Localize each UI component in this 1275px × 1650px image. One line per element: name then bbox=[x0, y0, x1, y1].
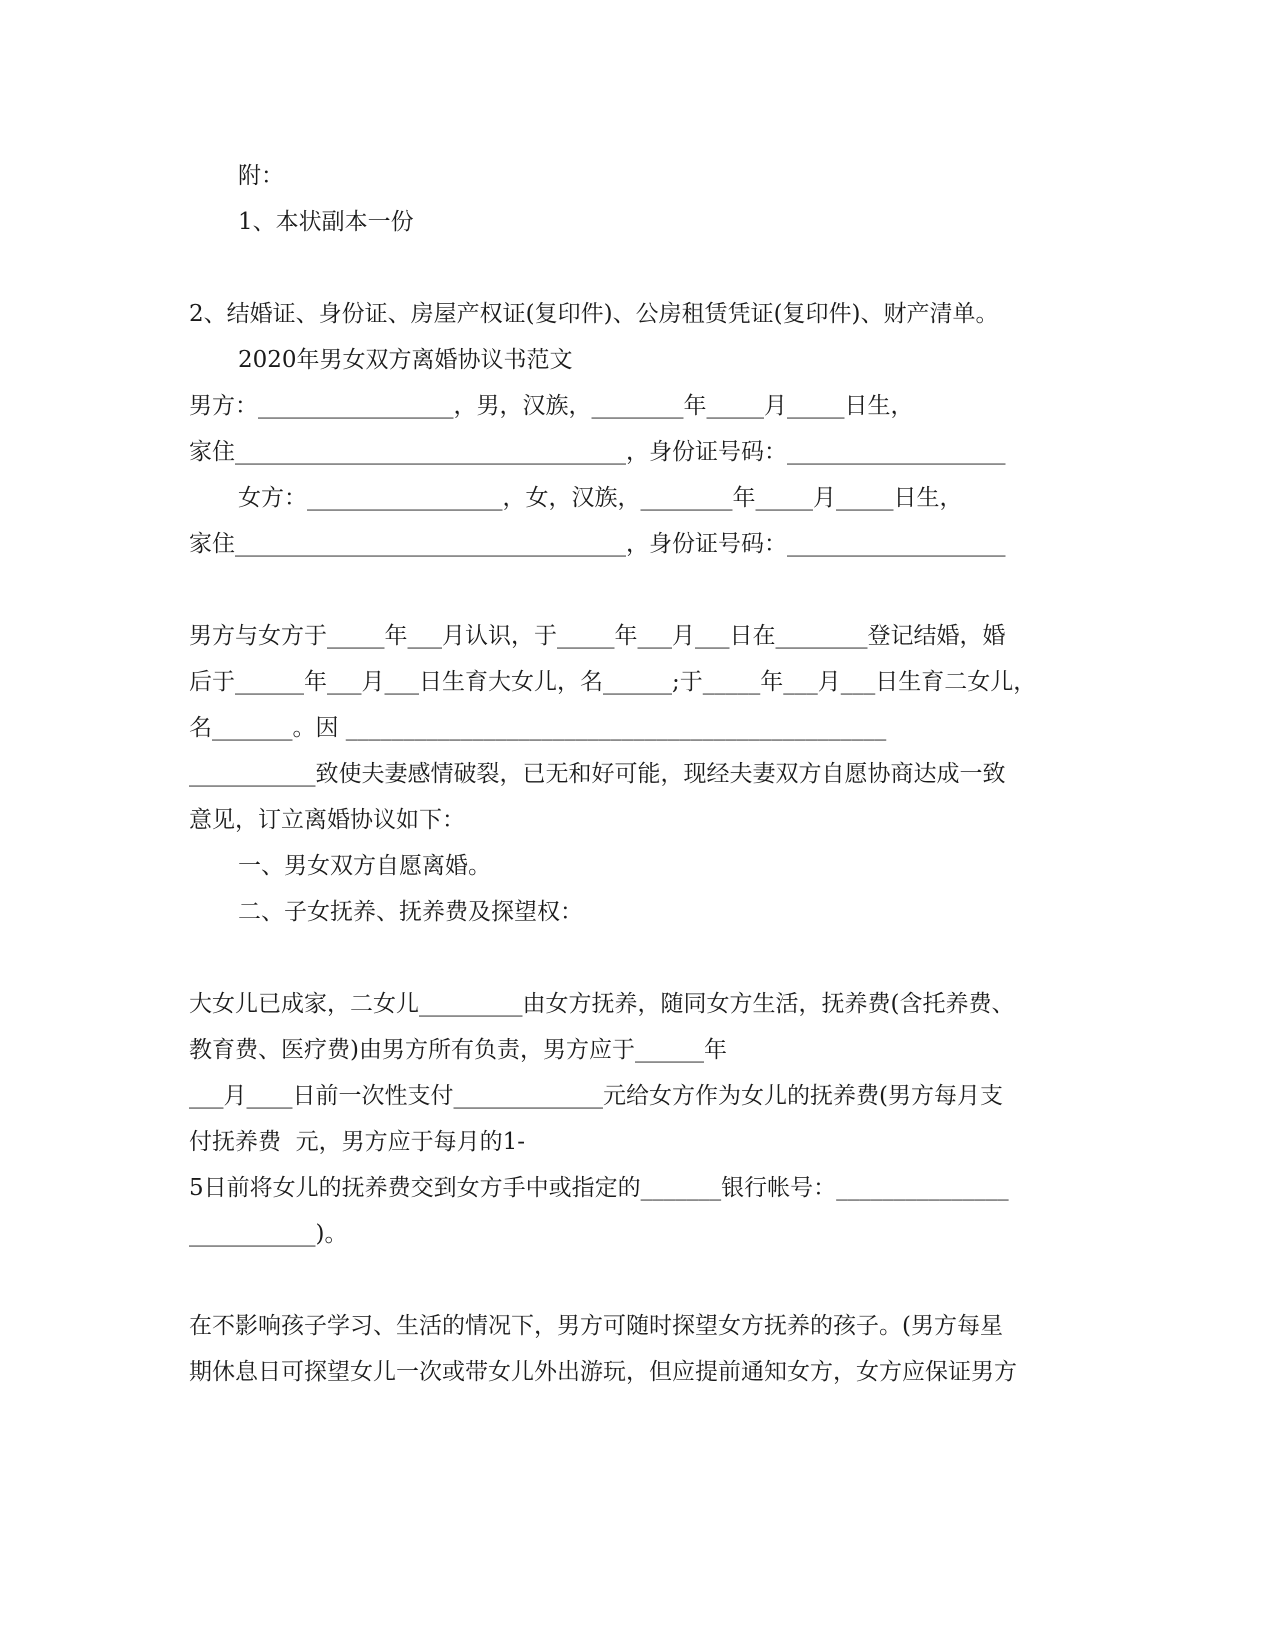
attachment-item-1: 1、本状副本一份 bbox=[238, 209, 414, 235]
paragraph-line: ___________致使夫妻感情破裂，已无和好可能，现经夫妻双方自愿协商达成一致 bbox=[189, 761, 1006, 787]
paragraph-line: 意见，订立离婚协议如下： bbox=[189, 807, 465, 833]
paragraph-line: 在不影响孩子学习、生活的情况下，男方可随时探望女方抚养的孩子。(男方每星 bbox=[189, 1313, 1003, 1339]
clause-1: 一、男女双方自愿离婚。 bbox=[238, 853, 491, 879]
clause-2-heading: 二、子女抚养、抚养费及探望权： bbox=[238, 899, 583, 925]
paragraph-line: 男方与女方于_____年___月认识，于_____年___月___日在________登记结婚，婚 bbox=[189, 623, 1006, 649]
attachment-heading: 附： bbox=[238, 163, 284, 189]
paragraph-line: 名_______。因 _______________________________________________ bbox=[189, 715, 887, 741]
document-title: 2020年男女双方离婚协议书范文 bbox=[238, 347, 573, 373]
paragraph-line: ___月____日前一次性支付_____________元给女方作为女儿的抚养费(男方每月支 bbox=[189, 1083, 1003, 1109]
paragraph-line: 5日前将女儿的抚养费交到女方手中或指定的_______银行帐号：_______________ bbox=[189, 1175, 1009, 1201]
attachment-item-2: 2、结婚证、身份证、房屋产权证(复印件)、公房租赁凭证(复印件)、财产清单。 bbox=[189, 301, 999, 327]
paragraph-line: 大女儿已成家，二女儿_________由女方抚养，随同女方生活，抚养费(含托养费、 bbox=[189, 991, 1015, 1017]
wife-address-line: 家住__________________________________，身份证号码：___________________ bbox=[189, 531, 1006, 557]
paragraph-line: 付抚养费 元，男方应于每月的1- bbox=[189, 1129, 526, 1155]
paragraph-line: 期休息日可探望女儿一次或带女儿外出游玩，但应提前通知女方，女方应保证男方 bbox=[189, 1359, 1017, 1385]
wife-info-line: 女方：_________________，女，汉族，________年_____月_____日生， bbox=[238, 485, 963, 511]
paragraph-line: 教育费、医疗费)由男方所有负责，男方应于______年 bbox=[189, 1037, 727, 1063]
husband-address-line: 家住__________________________________，身份证号码：___________________ bbox=[189, 439, 1006, 465]
paragraph-line: 后于______年___月___日生育大女儿，名______;于_____年___月___日生育二女儿， bbox=[189, 669, 1037, 695]
paragraph-line: ___________)。 bbox=[189, 1221, 348, 1247]
husband-info-line: 男方：_________________，男，汉族，________年_____月_____日生， bbox=[189, 393, 914, 419]
